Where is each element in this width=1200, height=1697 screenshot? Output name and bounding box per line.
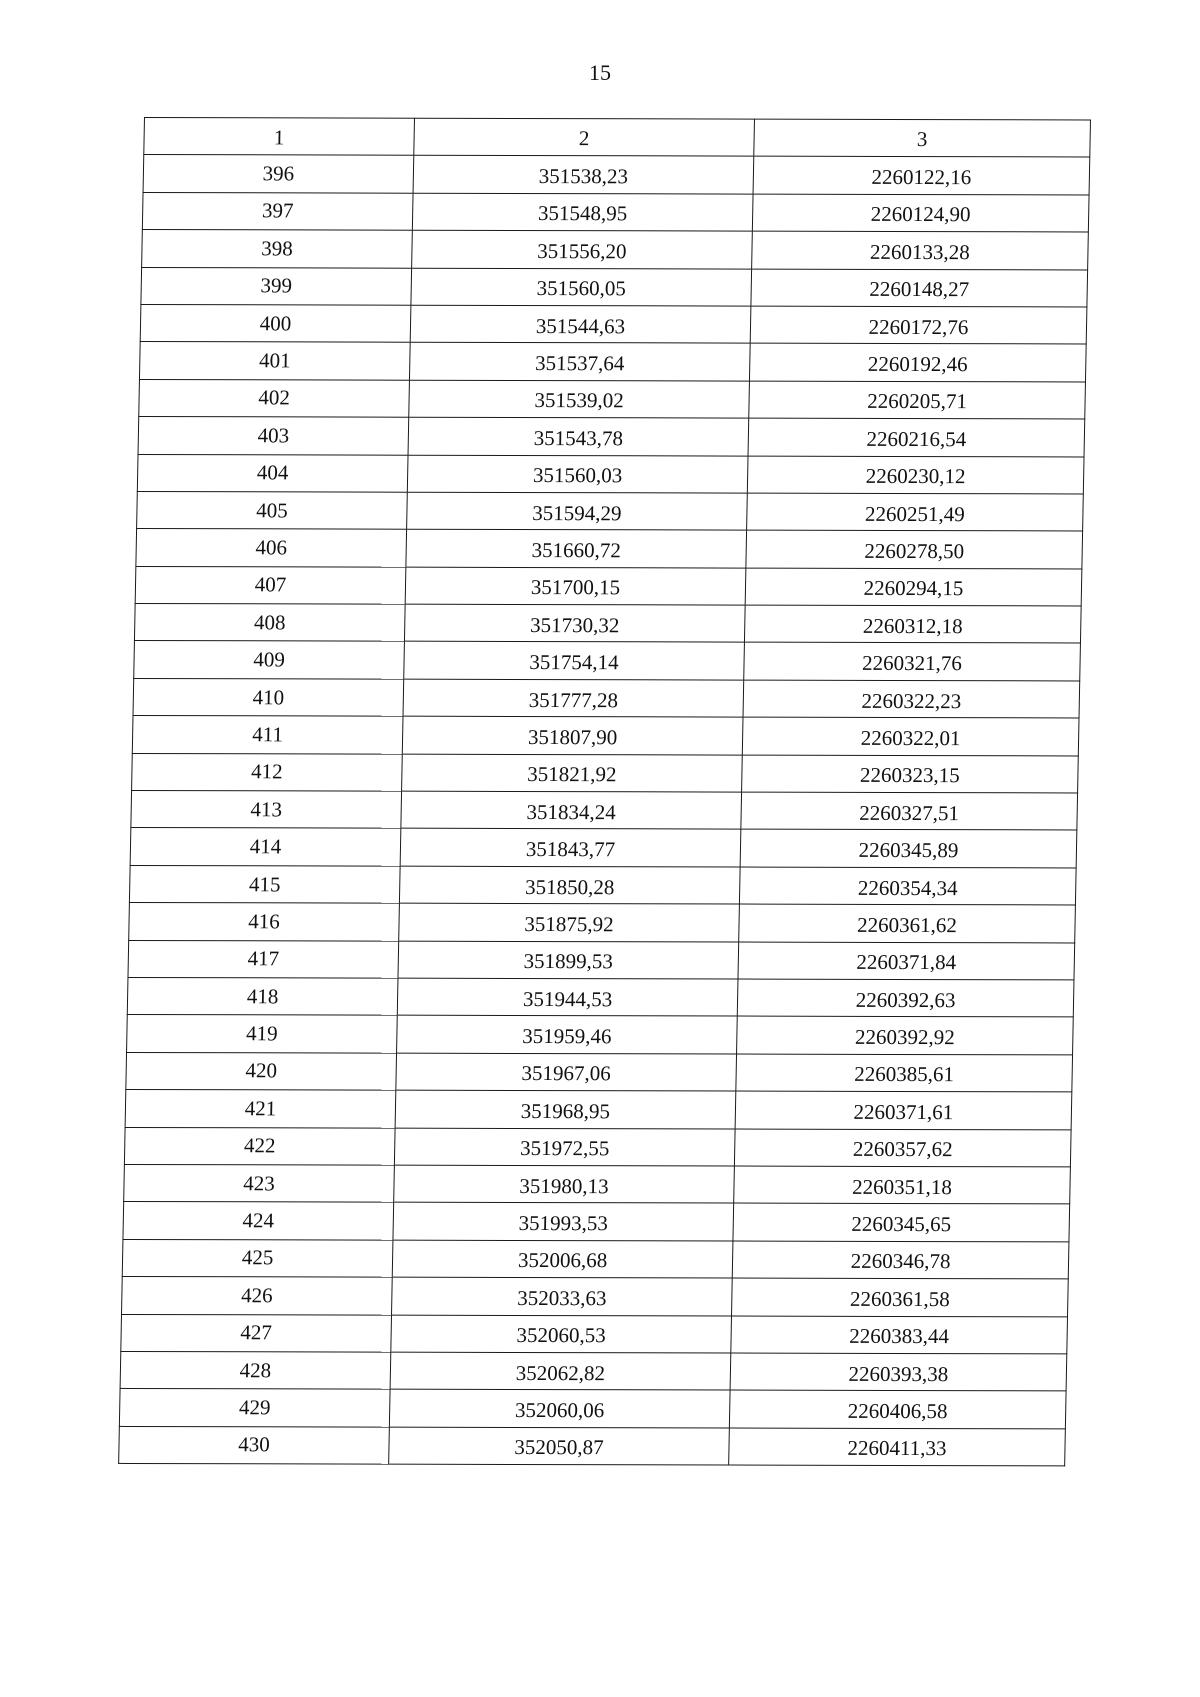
- coordinate-y-cell: 2260148,27: [751, 269, 1088, 307]
- table-row: [124, 1127, 1071, 1167]
- coordinate-y-cell: 2260392,63: [737, 979, 1074, 1017]
- coordinate-y-cell: 2260371,84: [738, 942, 1075, 980]
- table-row: [122, 1239, 1069, 1279]
- table-row: [136, 529, 1083, 569]
- point-number-cell: 424: [123, 1202, 394, 1240]
- table-row: [129, 903, 1076, 943]
- coordinate-y-cell: 2260251,49: [747, 493, 1084, 531]
- coordinate-x-cell: 351538,23: [413, 156, 754, 194]
- table-row: [135, 566, 1082, 606]
- coordinate-x-cell: 351700,15: [405, 567, 746, 605]
- table-row: [132, 753, 1079, 793]
- table-row: [123, 1202, 1070, 1242]
- table-row: [129, 865, 1076, 905]
- coordinate-x-cell: 351539,02: [409, 380, 750, 418]
- point-number-cell: 408: [134, 604, 405, 642]
- table-row: [127, 977, 1074, 1017]
- coordinate-y-cell: 2260322,01: [742, 717, 1079, 755]
- coordinate-y-cell: 2260385,61: [736, 1054, 1073, 1092]
- table-row: [134, 641, 1081, 681]
- coordinate-x-cell: 351972,55: [394, 1128, 735, 1166]
- coordinates-table: [118, 117, 1091, 1466]
- coordinate-x-cell: 351899,53: [398, 941, 739, 979]
- coordinate-x-cell: 352006,68: [392, 1240, 733, 1278]
- point-number-cell: 417: [128, 940, 399, 978]
- coordinate-y-cell: 2260393,38: [730, 1353, 1067, 1391]
- coordinate-x-cell: 351537,64: [409, 343, 750, 381]
- coordinate-x-cell: 352060,53: [391, 1315, 732, 1353]
- point-number-cell: 418: [127, 977, 398, 1015]
- point-number-cell: 419: [127, 1015, 398, 1053]
- coordinate-y-cell: 2260322,23: [743, 680, 1080, 718]
- coordinate-x-cell: 351968,95: [395, 1090, 736, 1128]
- point-number-cell: 414: [130, 828, 401, 866]
- table-row: [121, 1314, 1068, 1354]
- coordinate-x-cell: 351834,24: [401, 791, 742, 829]
- point-number-cell: 400: [140, 304, 411, 342]
- coordinate-y-cell: 2260361,58: [732, 1278, 1069, 1316]
- point-number-cell: 425: [122, 1239, 393, 1277]
- point-number-cell: 406: [136, 529, 407, 567]
- table-row: [122, 1277, 1069, 1317]
- column-header-3: 3: [754, 119, 1091, 157]
- point-number-cell: 396: [143, 155, 414, 193]
- point-number-cell: 421: [125, 1090, 396, 1128]
- point-number-cell: 402: [139, 379, 410, 417]
- point-number-cell: 426: [122, 1277, 393, 1315]
- table-row: [131, 790, 1078, 830]
- table-body: [119, 155, 1090, 1466]
- point-number-cell: 415: [129, 865, 400, 903]
- coordinate-y-cell: 2260192,46: [749, 343, 1086, 381]
- coordinate-y-cell: 2260345,65: [733, 1203, 1070, 1241]
- table-header-row: [144, 118, 1091, 158]
- coordinate-y-cell: 2260133,28: [752, 231, 1089, 269]
- coordinate-y-cell: 2260278,50: [746, 530, 1083, 568]
- coordinate-x-cell: 351660,72: [406, 529, 747, 567]
- coordinate-x-cell: 352033,63: [392, 1277, 733, 1315]
- coordinate-y-cell: 2260124,90: [752, 194, 1089, 232]
- coordinate-y-cell: 2260406,58: [729, 1390, 1066, 1428]
- coordinate-y-cell: 2260392,92: [737, 1016, 1074, 1054]
- table-row: [140, 304, 1087, 344]
- coordinate-x-cell: 351821,92: [402, 754, 743, 792]
- table-row: [130, 828, 1077, 868]
- coordinate-y-cell: 2260345,89: [740, 829, 1077, 867]
- table-row: [124, 1164, 1071, 1204]
- point-number-cell: 407: [135, 566, 406, 604]
- coordinate-x-cell: 351959,46: [397, 1016, 738, 1054]
- point-number-cell: 397: [142, 192, 413, 230]
- point-number-cell: 409: [134, 641, 405, 679]
- point-number-cell: 422: [124, 1127, 395, 1165]
- table-row: [119, 1426, 1066, 1466]
- coordinate-x-cell: 351754,14: [404, 642, 745, 680]
- coordinate-x-cell: 351807,90: [402, 716, 743, 754]
- coordinate-x-cell: 351993,53: [393, 1202, 734, 1240]
- coordinate-x-cell: 351548,95: [412, 193, 753, 231]
- coordinate-x-cell: 351730,32: [404, 604, 745, 642]
- coordinate-x-cell: 351544,63: [410, 305, 751, 343]
- coordinate-x-cell: 351543,78: [408, 417, 749, 455]
- table-row: [119, 1389, 1066, 1429]
- point-number-cell: 428: [120, 1351, 391, 1389]
- coordinate-x-cell: 351850,28: [399, 866, 740, 904]
- coordinate-y-cell: 2260354,34: [739, 867, 1076, 905]
- table-row: [128, 940, 1075, 980]
- table-row: [138, 417, 1085, 457]
- coordinate-x-cell: 351594,29: [407, 492, 748, 530]
- coordinate-y-cell: 2260172,76: [750, 306, 1087, 344]
- table-row: [127, 1015, 1074, 1055]
- coordinate-y-cell: 2260346,78: [732, 1241, 1069, 1279]
- coordinate-y-cell: 2260216,54: [748, 418, 1085, 456]
- coordinate-y-cell: 2260327,51: [741, 792, 1078, 830]
- point-number-cell: 413: [131, 790, 402, 828]
- point-number-cell: 398: [142, 230, 413, 268]
- coordinate-y-cell: 2260205,71: [749, 381, 1086, 419]
- coordinate-x-cell: 351944,53: [397, 978, 738, 1016]
- coordinate-y-cell: 2260323,15: [742, 755, 1079, 793]
- table-row: [142, 230, 1089, 270]
- coordinate-y-cell: 2260230,12: [747, 456, 1084, 494]
- table-row: [139, 342, 1086, 382]
- coordinate-x-cell: 351560,05: [411, 268, 752, 306]
- coordinate-x-cell: 351560,03: [407, 455, 748, 493]
- table-row: [132, 716, 1079, 756]
- point-number-cell: 420: [126, 1052, 397, 1090]
- point-number-cell: 430: [119, 1426, 390, 1464]
- coordinate-x-cell: 351843,77: [400, 829, 741, 867]
- point-number-cell: 405: [137, 491, 408, 529]
- coordinate-y-cell: 2260371,61: [735, 1091, 1072, 1129]
- coordinate-y-cell: 2260411,33: [729, 1428, 1066, 1466]
- point-number-cell: 429: [119, 1389, 390, 1427]
- point-number-cell: 401: [139, 342, 410, 380]
- table-row: [139, 379, 1086, 419]
- table-row: [141, 267, 1088, 307]
- point-number-cell: 427: [121, 1314, 392, 1352]
- coordinate-y-cell: 2260122,16: [753, 156, 1090, 194]
- point-number-cell: 411: [132, 716, 403, 754]
- point-number-cell: 404: [137, 454, 408, 492]
- table-row: [134, 604, 1081, 644]
- table-row: [125, 1090, 1072, 1130]
- coordinate-x-cell: 352050,87: [389, 1427, 730, 1465]
- point-number-cell: 412: [132, 753, 403, 791]
- column-header-1: 1: [144, 118, 415, 156]
- point-number-cell: 403: [138, 417, 409, 455]
- coordinate-x-cell: 351875,92: [399, 903, 740, 941]
- point-number-cell: 416: [129, 903, 400, 941]
- coordinate-x-cell: 352060,06: [389, 1389, 730, 1427]
- table-row: [137, 491, 1084, 531]
- coordinate-x-cell: 351967,06: [396, 1053, 737, 1091]
- coordinate-y-cell: 2260321,76: [744, 643, 1081, 681]
- table-row: [137, 454, 1084, 494]
- table-row: [142, 192, 1089, 232]
- table-row: [133, 678, 1080, 718]
- point-number-cell: 423: [124, 1164, 395, 1202]
- coordinate-y-cell: 2260312,18: [744, 605, 1081, 643]
- coordinate-x-cell: 352062,82: [390, 1352, 731, 1390]
- coordinate-x-cell: 351556,20: [412, 230, 753, 268]
- table-row: [143, 155, 1090, 195]
- coordinate-y-cell: 2260351,18: [734, 1166, 1071, 1204]
- table-row: [126, 1052, 1073, 1092]
- page-number: 15: [589, 60, 611, 85]
- coordinate-x-cell: 351980,13: [394, 1165, 735, 1203]
- coordinate-y-cell: 2260294,15: [745, 568, 1082, 606]
- column-header-2: 2: [414, 118, 755, 156]
- coordinate-x-cell: 351777,28: [403, 679, 744, 717]
- coordinate-y-cell: 2260357,62: [734, 1129, 1071, 1167]
- coordinates-table-container: [118, 117, 1090, 1466]
- point-number-cell: 410: [133, 678, 404, 716]
- point-number-cell: 399: [141, 267, 412, 305]
- coordinate-y-cell: 2260361,62: [739, 904, 1076, 942]
- table-row: [120, 1351, 1067, 1391]
- coordinate-y-cell: 2260383,44: [731, 1316, 1068, 1354]
